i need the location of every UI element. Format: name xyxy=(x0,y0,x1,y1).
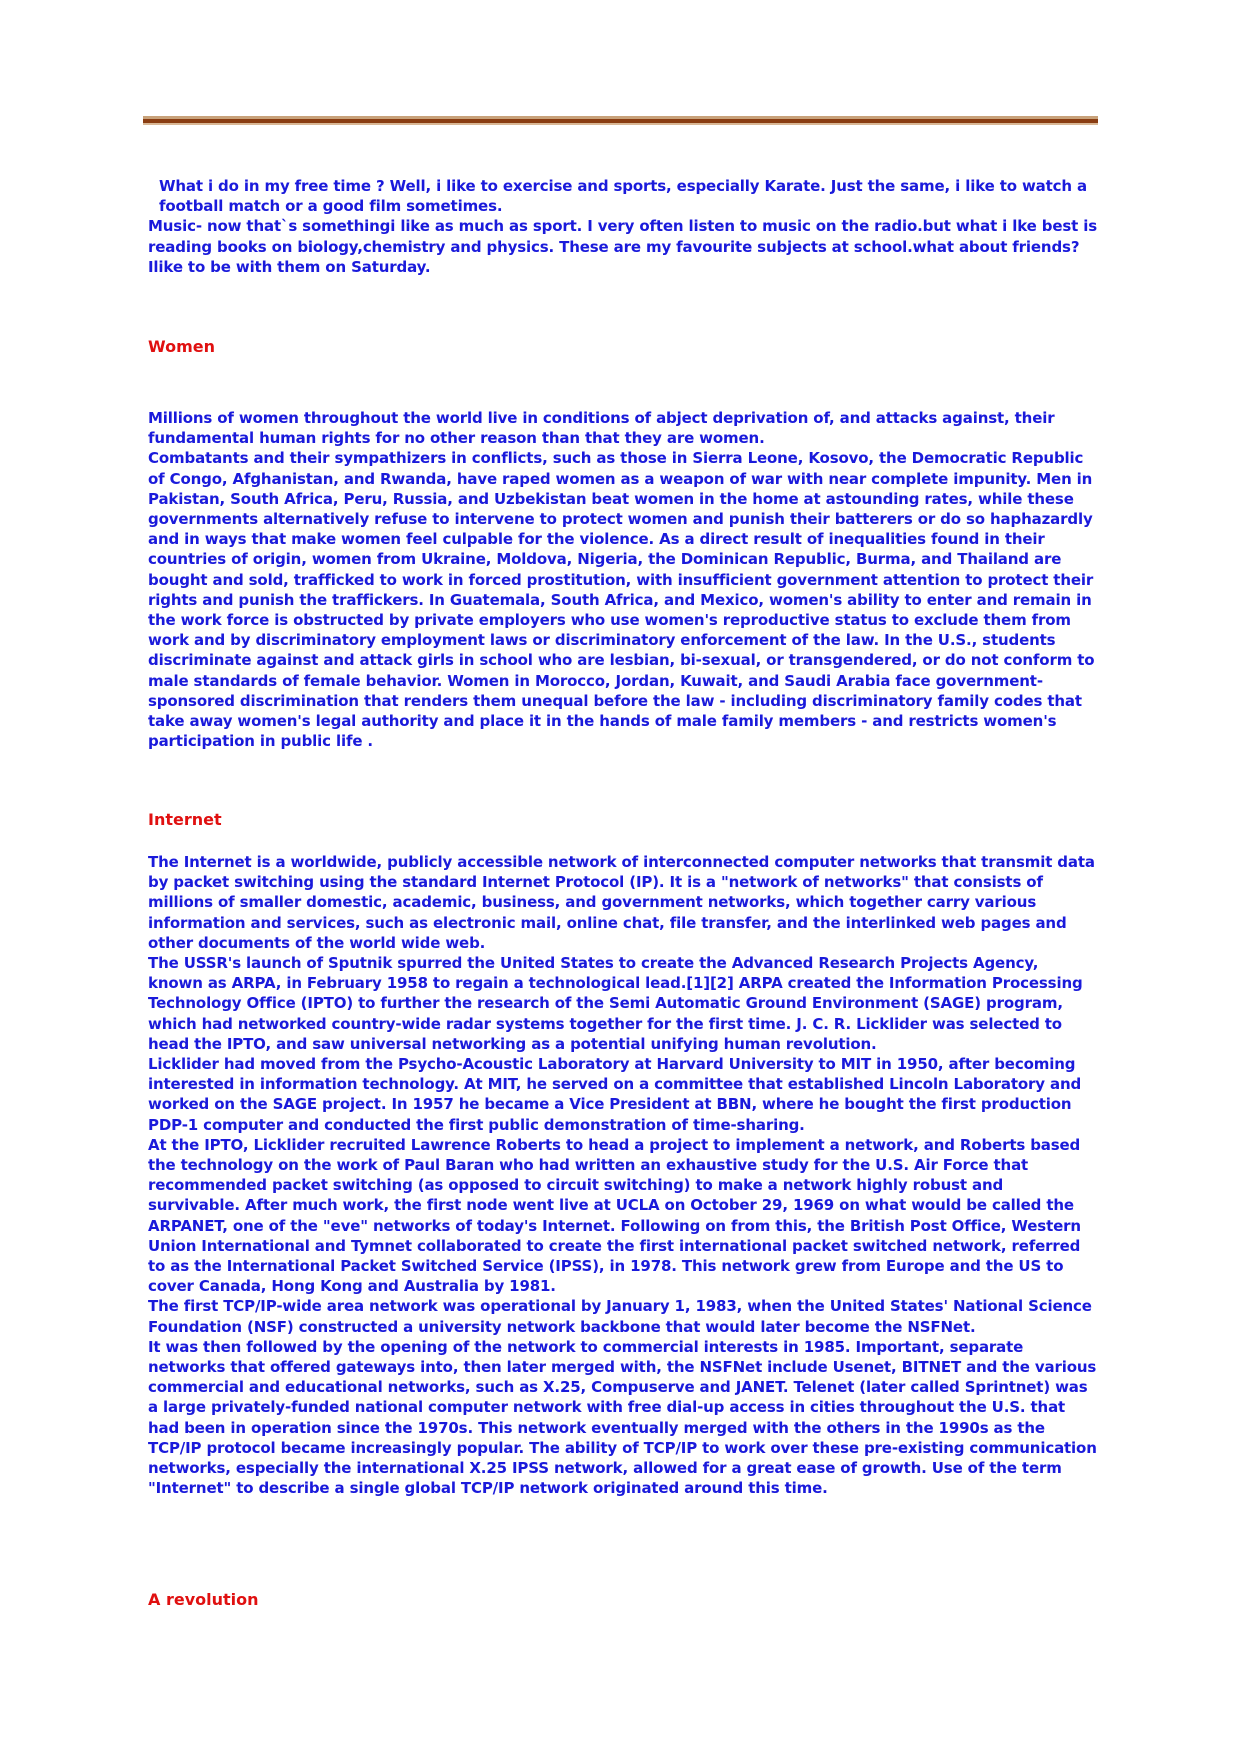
top-divider-rule xyxy=(143,116,1098,125)
internet-paragraph: It was then followed by the opening of the network to commercial interests in 1985. Important, separate networks that offered gateways into, then later merged with, the NSFNet include Usenet, BITNET and the various commercial and educational networks, such as X.25, Compuserve and JANET. Telenet (later called Sprintnet) was a large privately-funded national computer network with free dial-up access in cities throughout the U.S. that had been in operation since the 1970s. This network eventually merged with the others in the 1990s as the TCP/IP protocol became increasingly popular. The ability of TCP/IP to work over these pre-existing communication networks, especially the international X.25 IPSS network, allowed for a great ease of growth. Use of the term "Internet" to describe a single global TCP/IP network originated around this time. xyxy=(148,1337,1097,1498)
intro-section xyxy=(148,176,1098,277)
section-heading-internet: Internet xyxy=(148,810,222,829)
women-paragraph: Millions of women throughout the world live in conditions of abject deprivation of, and attacks against, their fundamental human rights for no other reason than that they are women. xyxy=(148,409,1055,448)
internet-paragraph: At the IPTO, Licklider recruited Lawrence Roberts to head a project to implement a network, and Roberts based the technology on the work of Paul Baran who had written an exhaustive study for the U.S. Air Force that recommended packet switching (as opposed to circuit switching) to make a network highly robust and survivable. After much work, the first node went live at UCLA on October 29, 1969 on what would be called the ARPANET, one of the "eve" networks of today's Internet. Following on from this, the British Post Office, Western Union International and Tymnet collaborated to create the first international packet switched network, referred to as the International Packet Switched Service (IPSS), in 1978. This network grew from Europe and the US to cover Canada, Hong Kong and Australia by 1981. xyxy=(148,1135,1081,1296)
section-heading-women: Women xyxy=(148,337,215,356)
women-paragraph: Combatants and their sympathizers in conflicts, such as those in Sierra Leone, Kosovo, the Democratic Republic of Congo, Afghanistan, and Rwanda, have raped women as a weapon of war with near complete impunity. Men in Pakistan, South Africa, Peru, Russia, and Uzbekistan beat women in the home at astounding rates, while these governments alternatively refuse to intervene to protect women and punish their batterers or do so haphazardly and in ways that make women feel culpable for the violence. As a direct result of inequalities found in their countries of origin, women from Ukraine, Moldova, Nigeria, the Dominican Republic, Burma, and Thailand are bought and sold, trafficked to work in forced prostitution, with insufficient government attention to protect their rights and punish the traffickers. In Guatemala, South Africa, and Mexico, women's ability to enter and remain in the work force is obstructed by private employers who use women's reproductive status to exclude them from work and by discriminatory employment laws or discriminatory enforcement of the law. In the U.S., students discriminate against and attack girls in school who are lesbian, bi-sexual, or transgendered, or do not conform to male standards of female behavior. Women in Morocco, Jordan, Kuwait, and Saudi Arabia face government-sponsored discrimination that renders them unequal before the law - including discriminatory family codes that take away women's legal authority and place it in the hands of male family members - and restricts women's participation in public life . xyxy=(148,449,1095,751)
internet-paragraph: The Internet is a worldwide, publicly accessible network of interconnected computer networks that transmit data by packet switching using the standard Internet Protocol (IP). It is a "network of networks" that consists of millions of smaller domestic, academic, business, and government networks, which together carry various information and services, such as electronic mail, online chat, file transfer, and the interlinked web pages and other documents of the world wide web. xyxy=(148,853,1095,952)
internet-section xyxy=(148,852,1098,1499)
intro-paragraph: Music- now that`s somethingi like as much as sport. I very often listen to music on the radio.but what i lke best is reading books on biology,chemistry and physics. These are my favourite subjects at school.what about friends? Ilike to be with them on Saturday. xyxy=(148,217,1097,276)
women-section xyxy=(148,408,1098,751)
internet-paragraph: Licklider had moved from the Psycho-Acoustic Laboratory at Harvard University to MIT in 1950, after becoming interested in information technology. At MIT, he served on a committee that established Lincoln Laboratory and worked on the SAGE project. In 1957 he became a Vice President at BBN, where he bought the first production PDP-1 computer and conducted the first public demonstration of time-sharing. xyxy=(148,1055,1082,1134)
internet-paragraph: The USSR's launch of Sputnik spurred the United States to create the Advanced Research Projects Agency, known as ARPA, in February 1958 to regain a technological lead.[1][2] ARPA created the Information Processing Technology Office (IPTO) to further the research of the Semi Automatic Ground Environment (SAGE) program, which had networked country-wide radar systems together for the first time. J. C. R. Licklider was selected to head the IPTO, and saw universal networking as a potential unifying human revolution. xyxy=(148,954,1083,1053)
intro-paragraph: What i do in my free time ? Well, i like to exercise and sports, especially Karate. Just the same, i like to watch a football match or a good film sometimes. xyxy=(159,177,1087,216)
section-heading-revolution: A revolution xyxy=(148,1590,259,1609)
internet-paragraph: The first TCP/IP-wide area network was operational by January 1, 1983, when the United States' National Science Foundation (NSF) constructed a university network backbone that would later become the NSFNet. xyxy=(148,1297,1092,1336)
